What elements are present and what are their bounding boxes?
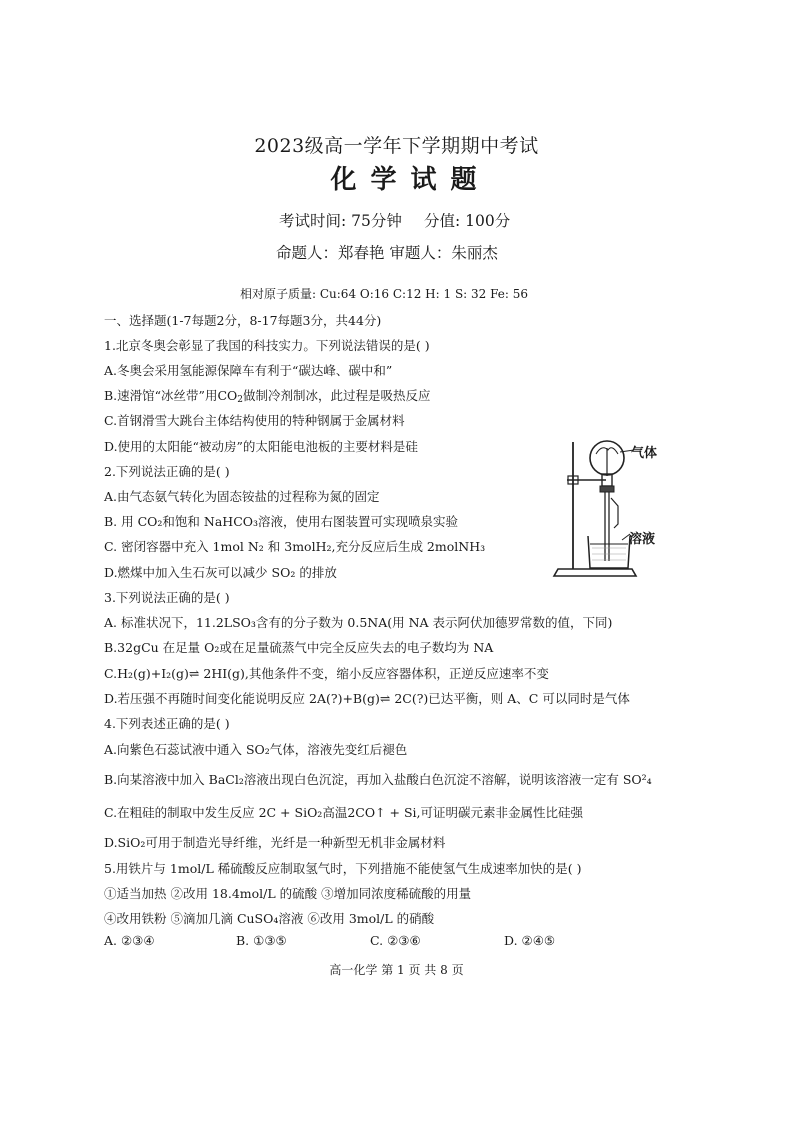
q4-stem: 4.下列表述正确的是( ) <box>104 716 230 731</box>
exam-title: 2023级高一学年下学期期中考试 <box>254 135 539 157</box>
q1-option-b <box>104 386 431 405</box>
q1-b-text-2: 做制冷剂制冰，此过程是吸热反应 <box>243 388 431 403</box>
q2-option-a: A.由气态氨气转化为固态铵盐的过程称为氮的固定 <box>104 489 380 504</box>
q4-option-b: B.向某溶液中加入 BaCl₂溶液出现白色沉淀，再加入盐酸白色沉淀不溶解，说明该溶液一定有 SO²₄ <box>104 772 652 787</box>
q5-option-a: A. ②③④ <box>104 933 155 948</box>
q1-b-formula: CO <box>217 388 238 403</box>
q1-option-a: A.冬奥会采用氢能源保障车有利于“碳达峰、碳中和” <box>104 363 393 378</box>
atomic-masses: 相对原子质量: Cu:64 O:16 C:12 H: 1 S: 32 Fe: 56 <box>240 287 529 301</box>
q5-option-d: D. ②④⑤ <box>504 933 556 948</box>
gas-label: 气体 <box>631 446 658 461</box>
q4-option-d: D.SiO₂可用于制造光导纤维，光纤是一种新型无机非金属材料 <box>104 835 446 850</box>
page-footer: 高一化学 第 1 页 共 8 页 <box>329 963 464 977</box>
q4-option-c: C.在粗硅的制取中发生反应 2C + SiO₂高温2CO↑ + Si,可证明碳元素非金属性比硅强 <box>104 805 584 820</box>
fountain-apparatus-figure <box>548 436 660 582</box>
q3-option-a: A. 标准状况下，11.2LSO₃含有的分子数为 0.5NA(用 NA 表示阿伏加德罗常数的值，下同) <box>104 615 613 630</box>
q1-stem: 1.北京冬奥会彰显了我国的科技实力。下列说法错误的是( ) <box>104 338 430 353</box>
q5-stem: 5.用铁片与 1mol/L 稀硫酸反应制取氢气时，下列措施不能使氢气生成速率加快的是( ) <box>104 861 582 876</box>
exam-score: 分值: 100分 <box>424 212 511 230</box>
exam-time: 考试时间: 75分钟 <box>279 212 402 230</box>
q3-option-b: B.32gCu 在足量 O₂或在足量硫蒸气中完全反应失去的电子数均为 NA <box>104 640 494 655</box>
q2-option-d: D.燃煤中加入生石灰可以减少 SO₂ 的排放 <box>104 565 337 580</box>
solution-label: 溶液 <box>629 532 656 547</box>
q2-option-c: C. 密闭容器中充入 1mol N₂ 和 3molH₂,充分反应后生成 2molNH₃ <box>104 539 486 554</box>
q1-b-subscript: 2 <box>237 395 243 405</box>
q3-option-d: D.若压强不再随时间变化能说明反应 2A(?)+B(g)⇌ 2C(?)已达平衡，则 A、C 可以同时是气体 <box>104 691 630 706</box>
q3-stem: 3.下列说法正确的是( ) <box>104 590 230 605</box>
q5-measures-line-2: ④改用铁粉 ⑤滴加几滴 CuSO₄溶液 ⑥改用 3mol/L 的硝酸 <box>104 911 435 926</box>
q1-b-text-1: B.速滑馆“冰丝带”用 <box>104 388 218 403</box>
q1-option-c: C.首钢滑雪大跳台主体结构使用的特种钢属于金属材料 <box>104 413 405 428</box>
section-heading: 一、选择题(1-7每题2分，8-17每题3分，共44分) <box>104 313 382 328</box>
q2-stem: 2.下列说法正确的是( ) <box>104 464 230 479</box>
q4-option-a: A.向紫色石蕊试液中通入 SO₂气体，溶液先变红后褪色 <box>104 742 408 757</box>
q1-option-d: D.使用的太阳能“被动房”的太阳能电池板的主要材料是硅 <box>104 439 418 454</box>
exam-authors: 命题人：郑春艳 审题人：朱丽杰 <box>276 244 498 262</box>
q2-option-b: B. 用 CO₂和饱和 NaHCO₃溶液，使用右图装置可实现喷泉实验 <box>104 514 459 529</box>
q5-option-c: C. ②③⑥ <box>370 933 421 948</box>
subject-title: 化学试题 <box>330 165 491 195</box>
q3-option-c: C.H₂(g)+I₂(g)⇌ 2HI(g),其他条件不变，缩小反应容器体积，正逆反应速率不变 <box>104 666 549 681</box>
q5-option-b: B. ①③⑤ <box>236 933 287 948</box>
q5-measures-line-1: ①适当加热 ②改用 18.4mol/L 的硫酸 ③增加同浓度稀硫酸的用量 <box>104 886 472 901</box>
